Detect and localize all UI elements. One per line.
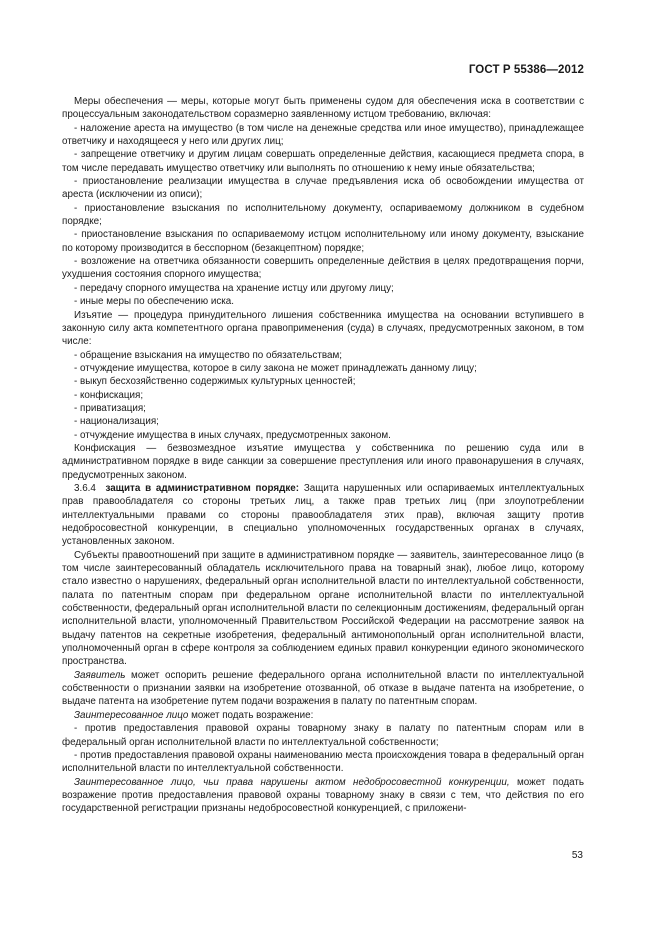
paragraph-definition-confiscation: Конфискация — безвозмездное изъятие имущества у собственника по решению суда или в административном порядке в виде санкции за совершение преступления или иного правонарушения в случаях, предусмотренных законом. xyxy=(62,442,584,481)
list-item: - отчуждение имущества в иных случаях, предусмотренных законом. xyxy=(74,429,391,441)
paragraph-applicant xyxy=(62,669,584,709)
document-body xyxy=(62,95,584,816)
list-item: - наложение ареста на имущество (в том числе на денежные средства или иное имущество), принадлежащее ответчику и находящееся у него или других лиц; xyxy=(62,122,584,148)
document-code-header: ГОСТ Р 55386—2012 xyxy=(468,64,584,76)
list-item: - иные меры по обеспечению иска. xyxy=(74,296,234,308)
interested-person-text: может подать возражение: xyxy=(188,709,314,721)
list-item: - отчуждение имущества, которое в силу закона не может принадлежать данному лицу; xyxy=(74,362,477,374)
section-heading: защита в административном порядке: xyxy=(105,482,300,494)
paragraph-interested-unfair xyxy=(62,776,584,816)
term-interested-unfair: Заинтересованное лицо, чьи права нарушены актом недобросовестной конкуренции, xyxy=(74,776,510,788)
list-item: - обращение взыскания на имущество по обязательствам; xyxy=(74,349,342,361)
term-applicant: Заявитель xyxy=(74,669,126,681)
list-item: - приостановление реализации имущества в случае предъявления иска об освобождении имущества от ареста (исключении из описи); xyxy=(62,176,584,201)
applicant-text: может оспорить решение федерального органа исполнительной власти по интеллектуальной собственности о признании заявки на изобретение отозванной, об отказе в выдаче патента на изобретение, о выдаче патента на изобретение путем подачи возражения в палату по патентным спорам. xyxy=(62,669,584,708)
list-item: - национализация; xyxy=(74,416,159,428)
list-item: - выкуп бесхозяйственно содержимых культурных ценностей; xyxy=(74,376,356,388)
list-item: - приостановление взыскания по оспариваемому истцом исполнительному или иному документу, взыскание по которому производится в бесспорном (безакцептном) порядке; xyxy=(62,229,584,254)
list-item: - приостановление взыскания по исполнительному документу, оспариваемому должником в судебном порядке; xyxy=(62,202,584,228)
section-3-6-4 xyxy=(62,482,584,549)
section-text: Защита нарушенных или оспариваемых интеллектуальных прав правообладателя со стороны третьих лиц, а также прав третьих лиц (при злоупотреблении интеллектуальными правами со стороны правообладателя этих прав), включая защиту против недобросовестной конкуренции, в специально уполномоченных государственных органах в случаях, установленных законом. xyxy=(62,482,584,548)
list-item: - приватизация; xyxy=(74,402,146,414)
paragraph-definition-seizure: Изъятие — процедура принудительного лишения собственника имущества на основании вступившего в законную силу акта компетентного органа правоприменения (суда) в случаях, предусмотренных законом, в том числе: xyxy=(62,309,584,348)
list-item: - возложение на ответчика обязанности совершить определенные действия в целях предотвращения порчи, ухудшения состояния спорного имущества; xyxy=(62,256,584,281)
list-item: - против предоставления правовой охраны товарному знаку в палату по патентным спорам или в федеральный орган исполнительной власти по интеллектуальной собственности; xyxy=(62,723,584,748)
term-interested-person: Заинтересованное лицо xyxy=(74,709,189,721)
interested-unfair-text: может подать возражение против предоставления правовой охраны товарному знаку в связи с тем, что действия по его государственной регистрации признаны недобросовестной конкуренцией, с приложени- xyxy=(62,776,585,815)
list-item: - против предоставления правовой охраны наименованию места происхождения товара в федеральный орган исполнительной власти по интеллектуальной собственности. xyxy=(62,749,584,775)
list-item: - конфискация; xyxy=(74,389,144,401)
section-number: 3.6.4 xyxy=(74,482,96,494)
list-item: - запрещение ответчику и другим лицам совершать определенные действия, касающиеся предмета спора, в том числе передавать имущество ответчику или выполнять по отношению к нему иные обязательства; xyxy=(62,149,584,174)
paragraph-interested-person xyxy=(62,709,584,722)
page-number: 53 xyxy=(571,850,583,861)
paragraph-subjects: Субъекты правоотношений при защите в административном порядке — заявитель, заинтересованное лицо (в том числе заинтересованный обладатель исключительного права на товарный знак), любое лицо, которому стало известно о нарушениях, федеральный орган исполнительной власти по интеллектуальной собственности, палата по патентным спорам при федеральном органе исполнительной власти по интеллектуальной собственности, федеральный орган исполнительной власти по селекционным достижениям, федеральный орган исполнительной власти, уполномоченный Правительством Российской Федерации на рассмотрение заявок на выдачу патентов на секретные изобретения, федеральный антимонопольный орган исполнительной власти, уполномоченный орган в сфере контроля за соблюдением единых правил конкуренции единого экономического пространства. xyxy=(62,549,584,668)
paragraph-definition-measures: Меры обеспечения — меры, которые могут быть применены судом для обеспечения иска в соответствии с процессуальным законодательством соразмерно заявленному истцом требованию, включая: xyxy=(62,96,584,121)
list-item: - передачу спорного имущества на хранение истцу или другому лицу; xyxy=(74,282,394,294)
